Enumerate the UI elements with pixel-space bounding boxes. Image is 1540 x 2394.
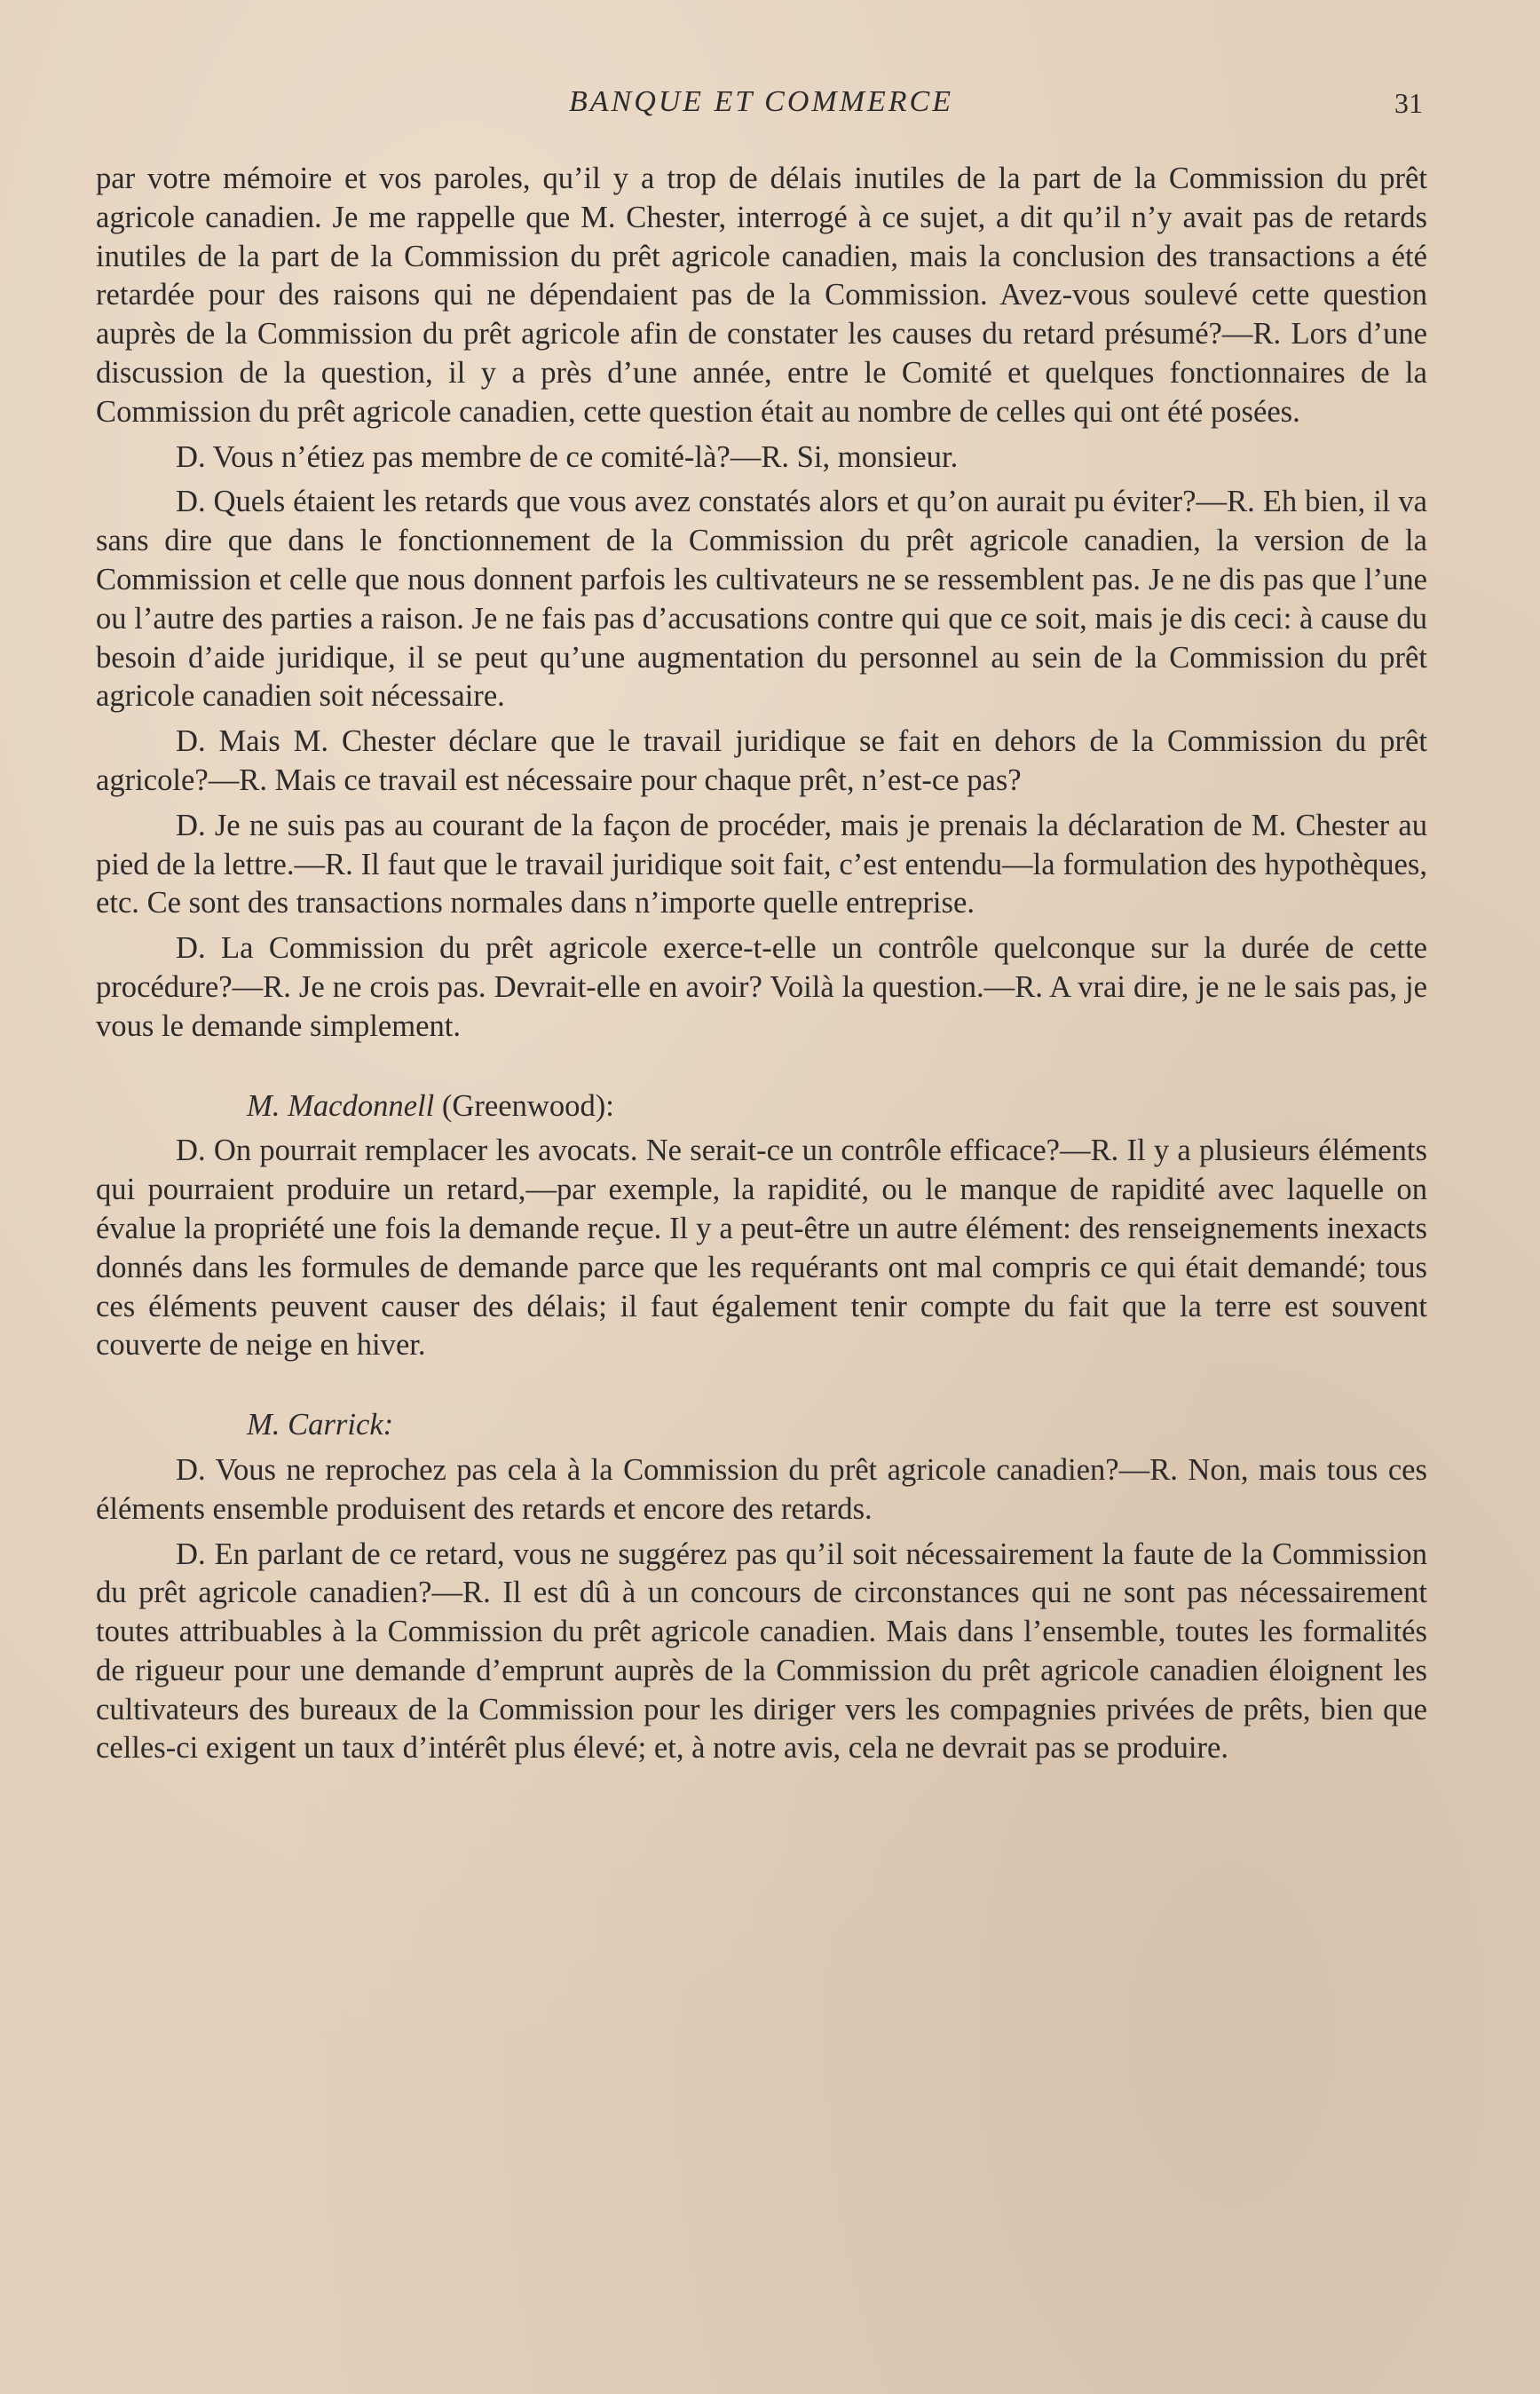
header-title — [0, 85, 1540, 119]
speaker-heading-macdonnell — [96, 1087, 1427, 1126]
page-number: 31 — [1394, 87, 1423, 119]
speaker-name: M. Carrick: — [247, 1408, 394, 1442]
paragraph: D. On pourrait remplacer les avocats. Ne serait-ce un contrôle efficace?—R. Il y a plusieurs éléments qui pourraient produire un retard,—par exemple, la rapidité, ou le manque de rapidité avec laquelle on évalue la propriété une fois la demande reçue. Il y a peut-être un autre élément: des renseignements inexacts donnés dans les formules de demande parce que les requérants ont mal compris ce qui était demandé; tous ces éléments peuvent causer des délais; il faut également tenir compte du fait que la terre est souvent couverte de neige en hiver. — [96, 1134, 1427, 1363]
speaker-riding: (Greenwood): — [441, 1088, 614, 1123]
paragraph: par votre mémoire et vos paroles, qu’il y a trop de délais inutiles de la part de la Commission du prêt agricole canadien. Je me rappelle que M. Chester, interrogé à ce sujet, a dit qu’il n’y avait pas de retards inutiles de la part de la Commission du prêt agricole canadien, mais la conclusion des transactions a été retardée pour des raisons qui ne dépendaient pas de la Commission. Avez-vous soulevé cette question auprès de la Commission du prêt agricole afin de constater les causes du retard présumé?—R. Lors d’une discussion de la question, il y a près d’une année, entre le Comité et quelques fonctionnaires de la Commission du prêt agricole canadien, cette question était au nombre de celles qui ont été posées. — [96, 162, 1427, 429]
paragraph: D. La Commission du prêt agricole exerce-t-elle un contrôle quelconque sur la durée de cette procédure?—R. Je ne crois pas. Devrait-elle en avoir? Voilà la question.—R. A vrai dire, je ne le sais pas, je vous le demande simplement. — [96, 931, 1427, 1043]
paragraph: D. Vous n’étiez pas membre de ce comité-là?—R. Si, monsieur. — [176, 439, 959, 474]
paragraph: D. En parlant de ce retard, vous ne suggérez pas qu’il soit nécessairement la faute de la Commission du prêt agricole canadien?—R. Il est dû à un concours de circonstances qui ne sont pas nécessairement toutes attribuables à la Commission du prêt agricole canadien. Mais dans l’ensemble, toutes les formalités de rigueur pour une demande d’emprunt auprès de la Commission du prêt agricole canadien éloignent les cultivateurs des bureaux de la Commission pour les diriger vers les compagnies privées de prêts, bien que celles-ci exigent un taux d’intérêt plus élevé; et, à notre avis, cela ne devrait pas se produire. — [96, 1537, 1427, 1766]
body-text — [96, 160, 1427, 1768]
header-title-text: BANQUE ET COMMERCE — [568, 85, 953, 118]
running-header — [0, 85, 1540, 130]
paragraph: D. Vous ne reprochez pas cela à la Commission du prêt agricole canadien?—R. Non, mais tous ces éléments ensemble produisent des retards et encore des retards. — [96, 1452, 1427, 1526]
speaker-heading-carrick — [96, 1406, 1427, 1445]
paragraph: D. Mais M. Chester déclare que le travail juridique se fait en dehors de la Commission du prêt agricole?—R. Mais ce travail est nécessaire pour chaque prêt, n’est-ce pas? — [96, 724, 1427, 797]
speaker-name: M. Macdonnell — [247, 1088, 435, 1123]
paragraph: D. Quels étaient les retards que vous avez constatés alors et qu’on aurait pu éviter?—R. Eh bien, il va sans dire que dans le fonctionnement de la Commission du prêt agricole canadien, la version de la Commission et celle que nous donnent parfois les cultivateurs ne se ressemblent pas. Je ne dis pas que l’une ou l’autre des parties a raison. Je ne fais pas d’accusations contre qui que ce soit, mais je dis ceci: à cause du besoin d’aide juridique, il se peut qu’une augmentation du personnel au sein de la Commission du prêt agricole canadien soit nécessaire. — [96, 485, 1427, 714]
paragraph: D. Je ne suis pas au courant de la façon de procéder, mais je prenais la déclaration de M. Chester au pied de la lettre.—R. Il faut que le travail juridique soit fait, c’est entendu—la formulation des hypothèques, etc. Ce sont des transactions normales dans n’importe quelle entreprise. — [96, 808, 1427, 920]
